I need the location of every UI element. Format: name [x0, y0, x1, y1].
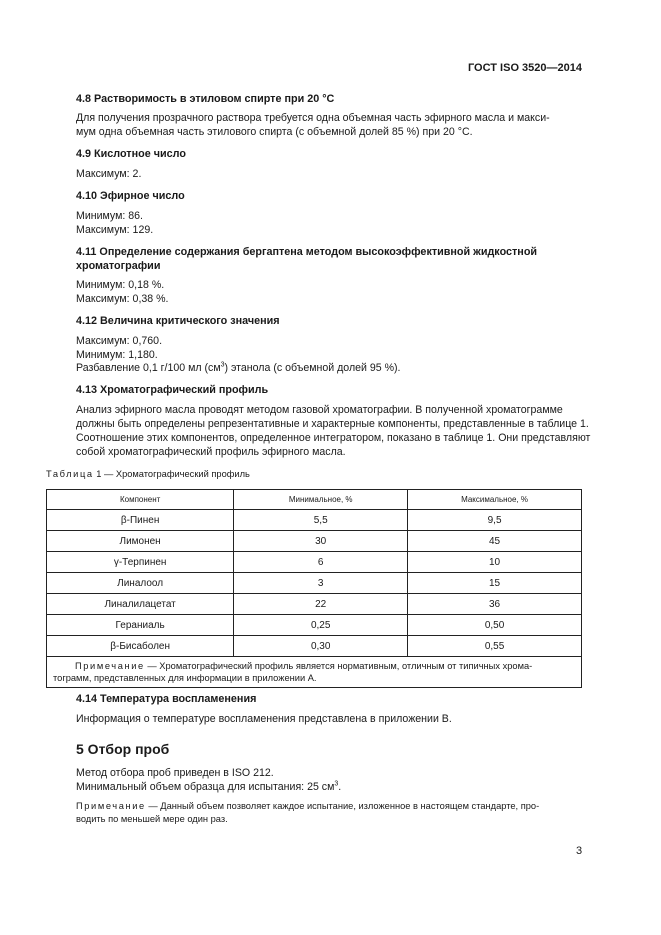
section-4-12-text-line3: Разбавление 0,1 г/100 мл $(см^3)$ этанола (с объемной долей 95 %). [76, 361, 401, 374]
table-cell-maximum: 9,5 [408, 510, 582, 531]
table-header-row [47, 490, 582, 510]
section-4-9-heading: 4.9 Кислотное число [76, 148, 186, 160]
section-4-11-text-line2: Максимум: 0,38 %. [76, 293, 169, 305]
table-row [47, 531, 582, 552]
section-4-8-heading: 4.8 Растворимость в этиловом спирте при 20 °С [76, 93, 335, 105]
table-cell-component: β-Бисаболен [47, 636, 234, 657]
table-note: Примечание — Хроматографический профиль является нормативным, отличным от типичных хрома- тограмм, представленных для информации в приложении А. [47, 657, 582, 688]
document-id: ГОСТ ISO 3520—2014 [467, 62, 582, 74]
section-4-14-heading: 4.14 Температура воспламенения [76, 693, 257, 705]
section-4-8-text-line2: мум одна объемная часть этилового спирта (с объемной долей 85 %) при 20 °С. [76, 126, 473, 138]
column-header-maximum: Максимальное, % [408, 490, 582, 510]
table-row [47, 510, 582, 531]
table-cell-minimum: 0,25 [234, 615, 408, 636]
section-4-11-text-line1: Минимум: 0,18 %. [76, 279, 165, 291]
section-4-8-text-line1: Для получения прозрачного раствора требуется одна объемная часть эфирного масла и макси- [76, 112, 550, 124]
table-row [47, 636, 582, 657]
section-4-12-text-line1: Максимум: 0,760. [76, 335, 163, 347]
table-caption: Таблица 1 — Хроматографический профиль [46, 469, 250, 479]
table-cell-minimum: 6 [234, 552, 408, 573]
table-cell-maximum: 36 [408, 594, 582, 615]
table-cell-minimum: 0,30 [234, 636, 408, 657]
table-cell-maximum: 10 [408, 552, 582, 573]
section-4-13-text-line3: Соотношение этих компонентов, определенное интегратором, показано в таблице 1. Они представляют [76, 432, 591, 444]
column-header-component: Компонент [47, 490, 234, 510]
table-cell-maximum: 15 [408, 573, 582, 594]
section-4-11-heading-line1: 4.11 Определение содержания бергаптена методом высокоэффективной жидкостной [76, 246, 538, 258]
section-4-9-text: Максимум: 2. [76, 168, 142, 180]
section-5-note-line2: водить по меньшей мере один раз. [76, 814, 228, 824]
section-5-text-line2: Минимальный объем образца для испытания: 25 $см^3$. [76, 780, 342, 793]
table-row [47, 594, 582, 615]
section-4-14-text: Информация о температуре воспламенения представлена в приложении В. [76, 713, 452, 725]
section-5-heading: 5 Отбор проб [76, 741, 170, 757]
table-cell-component: Линалоол [47, 573, 234, 594]
section-5-text-line1: Метод отбора проб приведен в ISO 212. [76, 767, 274, 779]
table-cell-component: β-Пинен [47, 510, 234, 531]
section-4-12-heading: 4.12 Величина критического значения [76, 315, 280, 327]
table-row [47, 615, 582, 636]
section-4-10-heading: 4.10 Эфирное число [76, 190, 185, 202]
table-cell-minimum: 30 [234, 531, 408, 552]
table-cell-maximum: 45 [408, 531, 582, 552]
table-cell-minimum: 5,5 [234, 510, 408, 531]
table-row [47, 552, 582, 573]
section-4-13-text-line1: Анализ эфирного масла проводят методом газовой хроматографии. В полученной хроматограмме [76, 404, 563, 416]
table-note-row [47, 657, 582, 688]
table-row [47, 573, 582, 594]
table-cell-maximum: 0,55 [408, 636, 582, 657]
section-4-13-text-line2: должны быть определены репрезентативные и характерные компоненты, представленные в таблице 1. [76, 418, 589, 430]
section-4-10-text-line2: Максимум: 129. [76, 224, 154, 236]
section-4-13-heading: 4.13 Хроматографический профиль [76, 384, 269, 396]
column-header-minimum: Минимальное, % [234, 490, 408, 510]
page-number: 3 [576, 845, 583, 857]
section-4-10-text-line1: Минимум: 86. [76, 210, 143, 222]
table-cell-minimum: 3 [234, 573, 408, 594]
section-4-13-text-line4: собой хроматографический профиль эфирного масла. [76, 446, 346, 458]
table-cell-component: Линалилацетат [47, 594, 234, 615]
table-cell-maximum: 0,50 [408, 615, 582, 636]
section-5-note-line1: Примечание — Данный объем позволяет каждое испытание, изложенное в настоящем стандарте, про- [76, 801, 540, 811]
table-cell-component: Лимонен [47, 531, 234, 552]
table-cell-component: Гераниаль [47, 615, 234, 636]
section-4-11-heading-line2: хроматографии [76, 260, 161, 272]
table-cell-minimum: 22 [234, 594, 408, 615]
section-4-12-text-line2: Минимум: 1,180. [76, 349, 158, 361]
table-cell-component: γ-Терпинен [47, 552, 234, 573]
chromatographic-profile-table [46, 489, 582, 688]
